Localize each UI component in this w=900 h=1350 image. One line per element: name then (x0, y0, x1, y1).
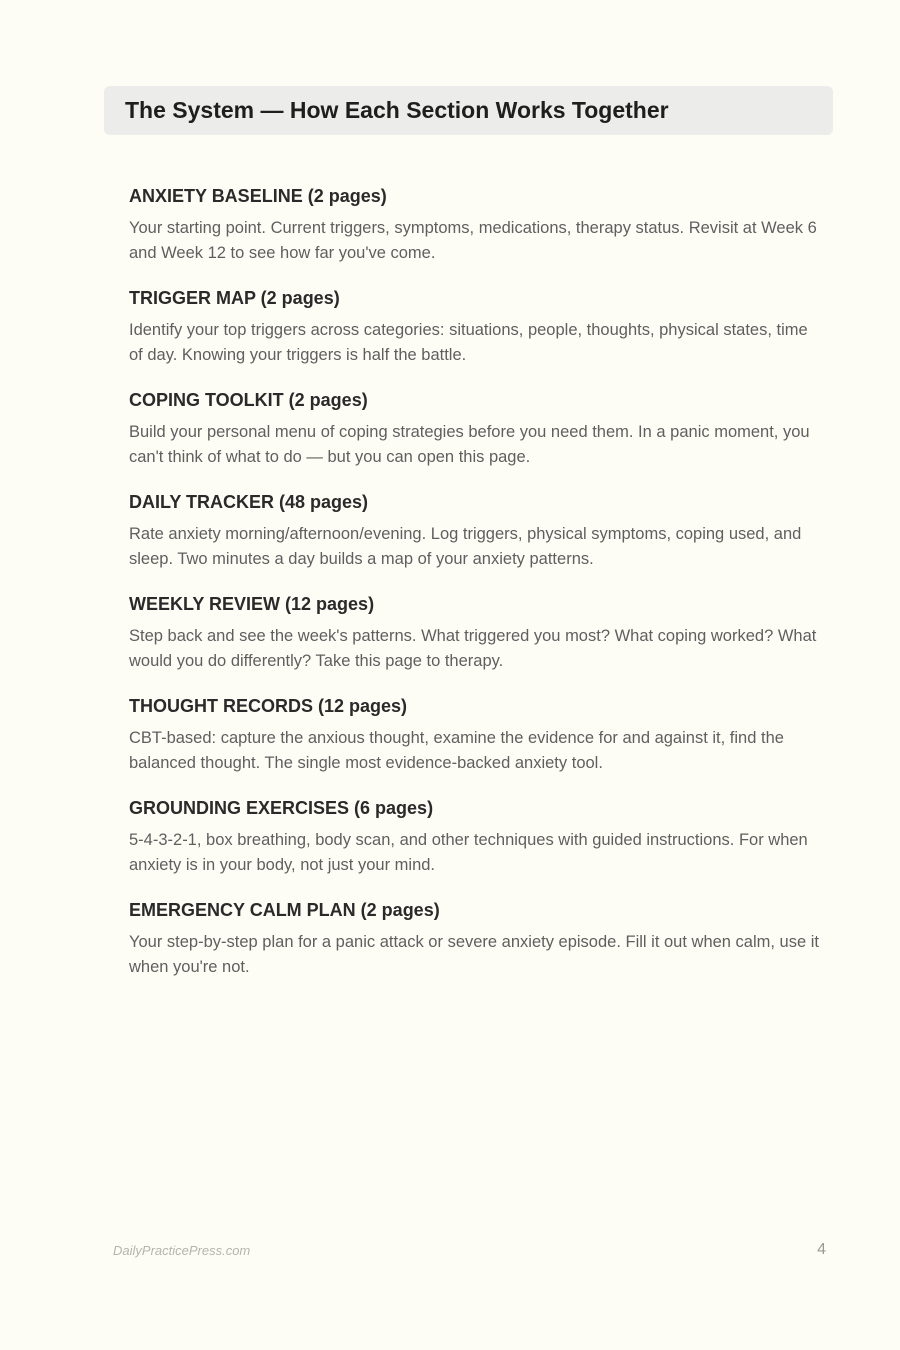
section-thought-records (129, 694, 819, 796)
section-heading: GROUNDING EXERCISES (6 pages) (129, 798, 434, 818)
section-heading: DAILY TRACKER (48 pages) (129, 492, 369, 512)
section-heading: THOUGHT RECORDS (12 pages) (129, 696, 408, 716)
section-description: CBT-based: capture the anxious thought, examine the evidence for and against it, find the balanced thought. The single most evidence-backed anxiety tool. (129, 729, 784, 772)
section-weekly-review (129, 592, 819, 694)
section-description: Step back and see the week's patterns. What triggered you most? What coping worked? What would you do differently? Take this page to therapy. (129, 627, 817, 670)
section-description: Rate anxiety morning/afternoon/evening. Log triggers, physical symptoms, coping used, and sleep. Two minutes a day builds a map of your anxiety patterns. (129, 525, 802, 568)
footer-page-number: 4 (817, 1241, 826, 1258)
section-trigger-map (129, 286, 819, 388)
section-heading: WEEKLY REVIEW (12 pages) (129, 594, 375, 614)
section-heading: COPING TOOLKIT (2 pages) (129, 390, 368, 410)
section-heading: EMERGENCY CALM PLAN (2 pages) (129, 900, 440, 920)
section-description: Build your personal menu of coping strategies before you need them. In a panic moment, you can't think of what to do — but you can open this page. (129, 423, 810, 466)
section-coping-toolkit (129, 388, 819, 490)
section-heading: TRIGGER MAP (2 pages) (129, 288, 340, 308)
section-header-box (104, 86, 833, 135)
section-anxiety-baseline (129, 184, 819, 286)
section-description: 5-4-3-2-1, box breathing, body scan, and other techniques with guided instructions. For when anxiety is in your body, not just your mind. (129, 831, 808, 874)
section-description: Identify your top triggers across categories: situations, people, thoughts, physical states, time of day. Knowing your triggers is half the battle. (129, 321, 808, 364)
section-description: Your step-by-step plan for a panic attack or severe anxiety episode. Fill it out when calm, use it when you're not. (129, 933, 819, 976)
section-grounding-exercises (129, 796, 819, 898)
sections-list (129, 184, 819, 1000)
section-emergency-calm-plan (129, 898, 819, 1000)
section-daily-tracker (129, 490, 819, 592)
section-heading: ANXIETY BASELINE (2 pages) (129, 186, 387, 206)
page-title: The System — How Each Section Works Together (125, 97, 669, 123)
footer-site-name: DailyPracticePress.com (113, 1243, 251, 1258)
section-description: Your starting point. Current triggers, symptoms, medications, therapy status. Revisit at Week 6 and Week 12 to see how far you've come. (129, 219, 817, 262)
